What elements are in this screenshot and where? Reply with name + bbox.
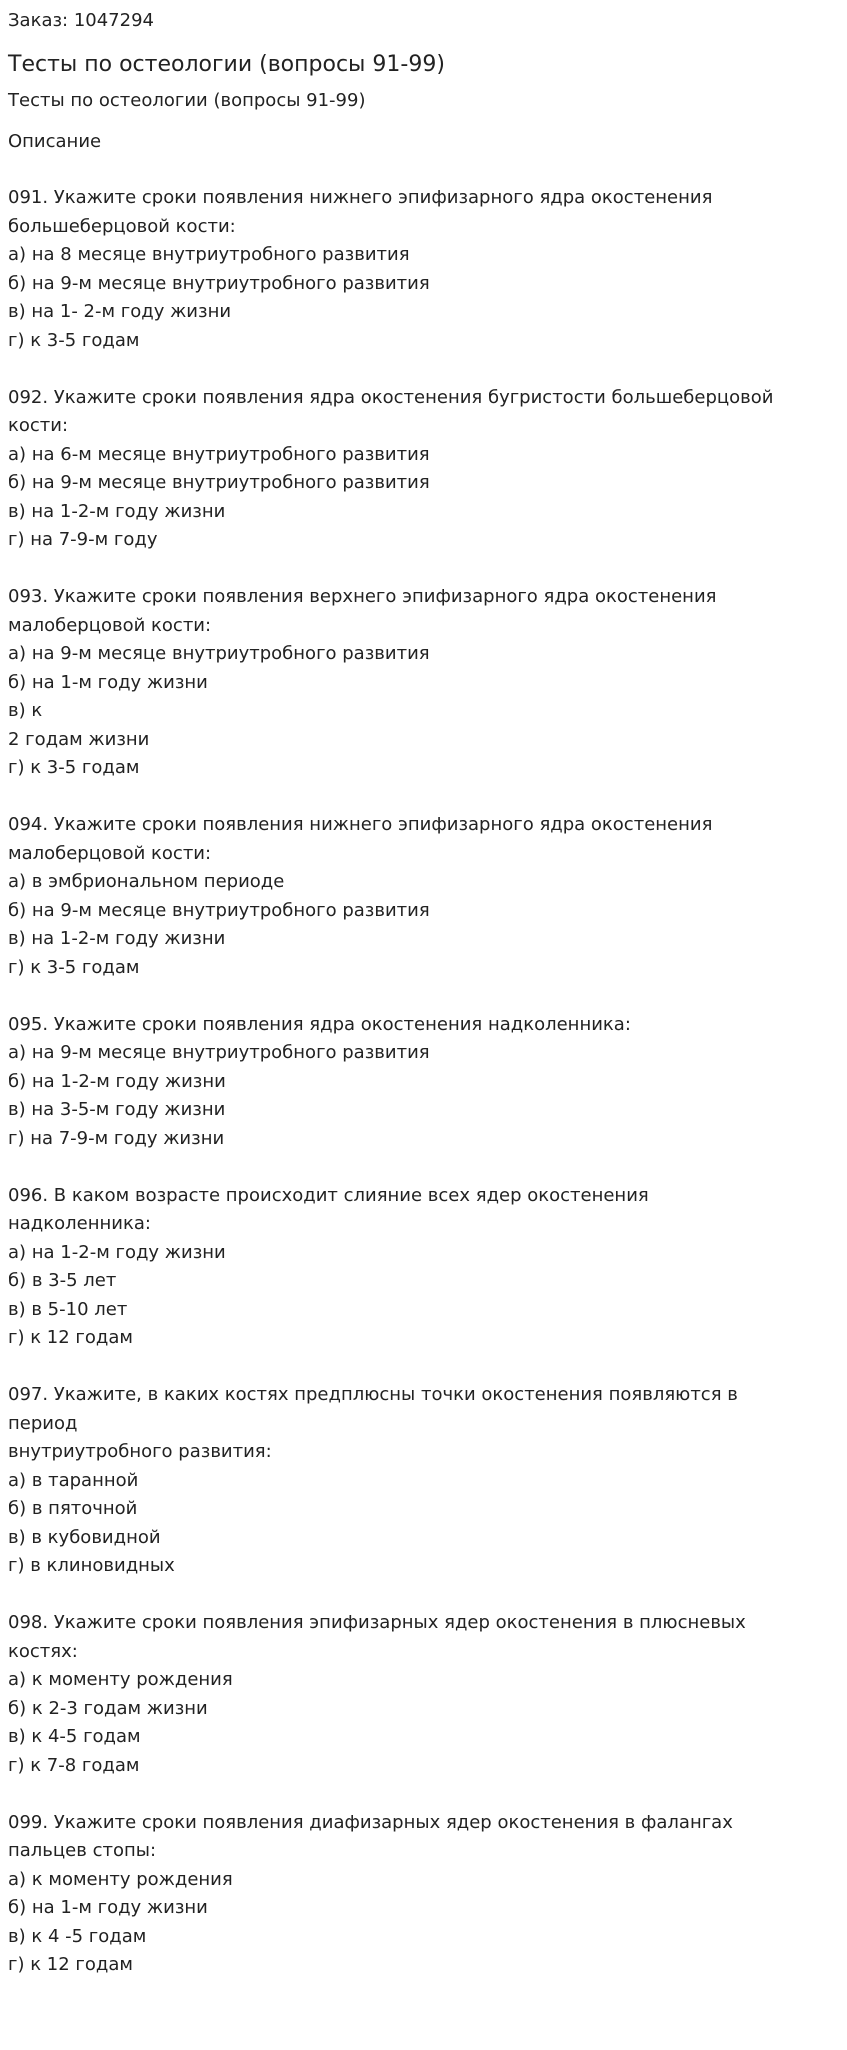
question-item [8, 1609, 838, 1780]
answer-option: в) на 1-2-м году жизни [8, 500, 226, 522]
answer-option: в) на 3-5-м году жизни [8, 1099, 226, 1120]
answer-option: а) к моменту рождения [8, 1868, 233, 1890]
answer-option: в) в кубовидной [8, 1526, 161, 1548]
answer-option: б) на 9-м месяце внутриутробного развития [8, 272, 430, 294]
question-item [8, 1011, 838, 1154]
answer-option: а) на 9-м месяце внутриутробного развития [8, 1042, 430, 1063]
answer-option: а) на 8 месяце внутриутробного развития [8, 244, 410, 265]
answer-option: б) в пяточной [8, 1498, 138, 1519]
answer-option: в) на 1-2-м году жизни [8, 928, 226, 949]
answer-option: а) на 6-м месяце внутриутробного развития [8, 443, 430, 465]
question-text: 096. В каком возрасте происходит слияние всех ядер окостенения [8, 1184, 649, 1206]
answer-option: б) на 9-м месяце внутриутробного развития [8, 899, 430, 921]
question-text: 097. Укажите, в каких костях предплюсны точки окостенения появляются в [8, 1384, 738, 1405]
question-text: 098. Укажите сроки появления эпифизарных ядер окостенения в плюсневых [8, 1612, 746, 1633]
answer-option: г) к 7-8 годам [8, 1754, 140, 1776]
answer-option: б) к 2-3 годам жизни [8, 1697, 208, 1719]
answer-option: б) на 1-м году жизни [8, 671, 208, 693]
answer-option: а) к моменту рождения [8, 1669, 233, 1690]
answer-option: б) на 9-м месяце внутриутробного развития [8, 472, 430, 493]
question-text: костях: [8, 1640, 78, 1662]
answer-option: б) на 1-м году жизни [8, 1897, 208, 1918]
question-item [8, 1809, 838, 1980]
question-text: 091. Укажите сроки появления нижнего эпифизарного ядра окостенения [8, 187, 713, 208]
question-text: малоберцовой кости: [8, 842, 212, 864]
description-label: Описание [8, 131, 102, 152]
question-text: надколенника: [8, 1213, 151, 1234]
answer-option: 2 годам жизни [8, 728, 150, 750]
question-item [8, 1182, 838, 1353]
order-number: Заказ: 1047294 [8, 10, 154, 31]
answer-option: а) в таранной [8, 1469, 139, 1491]
page-title: Тесты по остеологии (вопросы 91-99) [8, 52, 445, 77]
answer-option: в) на 1- 2-м году жизни [8, 301, 232, 322]
answer-option: в) к 4 -5 годам [8, 1925, 147, 1947]
question-text: кости: [8, 415, 69, 436]
answer-option: г) к 3-5 годам [8, 956, 140, 978]
page-subtitle: Тесты по остеологии (вопросы 91-99) [8, 90, 366, 111]
question-item [8, 184, 838, 355]
question-text: 094. Укажите сроки появления нижнего эпифизарного ядра окостенения [8, 814, 713, 835]
question-item [8, 1381, 838, 1581]
question-text: 093. Укажите сроки появления верхнего эпифизарного ядра окостенения [8, 586, 717, 607]
question-text: 092. Укажите сроки появления ядра окостенения бугристости большеберцовой [8, 386, 774, 408]
answer-option: г) к 12 годам [8, 1327, 133, 1348]
question-item [8, 384, 838, 555]
answer-option: г) на 7-9-м году жизни [8, 1127, 225, 1149]
answer-option: в) в 5-10 лет [8, 1298, 128, 1320]
question-text: период [8, 1412, 78, 1434]
answer-option: а) на 9-м месяце внутриутробного развития [8, 643, 430, 664]
answer-option: а) в эмбриональном периоде [8, 871, 285, 892]
question-text: 099. Укажите сроки появления диафизарных ядер окостенения в фалангах [8, 1811, 733, 1833]
question-text: малоберцовой кости: [8, 614, 212, 636]
answer-option: г) к 12 годам [8, 1954, 133, 1975]
answer-option: в) к 4-5 годам [8, 1726, 141, 1747]
question-item [8, 583, 838, 783]
answer-option: г) в клиновидных [8, 1555, 175, 1576]
answer-option: в) к [8, 700, 43, 721]
answer-option: б) на 1-2-м году жизни [8, 1070, 226, 1092]
question-text: внутриутробного развития: [8, 1441, 272, 1462]
question-item [8, 811, 838, 982]
answer-option: б) в 3-5 лет [8, 1270, 117, 1291]
question-list [8, 184, 838, 1980]
answer-option: г) на 7-9-м году [8, 529, 158, 550]
question-text: большеберцовой кости: [8, 215, 236, 237]
answer-option: г) к 3-5 годам [8, 329, 140, 351]
answer-option: а) на 1-2-м году жизни [8, 1241, 226, 1263]
question-text: пальцев стопы: [8, 1840, 157, 1861]
question-text: 095. Укажите сроки появления ядра окостенения надколенника: [8, 1013, 631, 1035]
answer-option: г) к 3-5 годам [8, 757, 140, 778]
